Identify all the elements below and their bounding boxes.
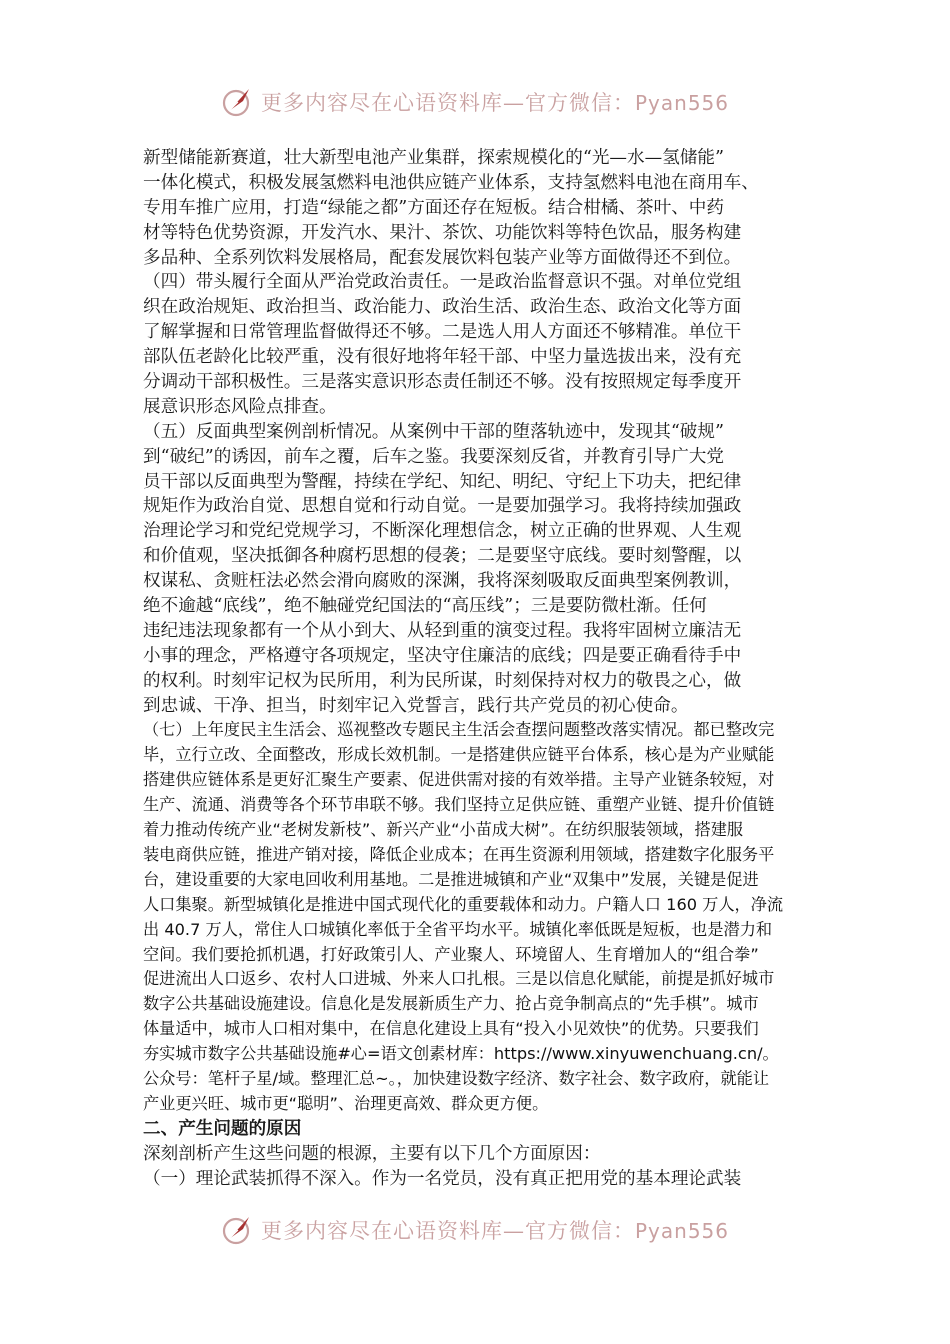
body-line: 违纪违法现象都有一个从小到大、从轻到重的演变过程。我将牢固树立廉洁无 (143, 620, 742, 641)
body-line: 到“破纪”的诱因，前车之覆，后车之鉴。我要深刻反省，并教育引导广大党 (143, 446, 724, 467)
body-line: 促进流出人口返乡、农村人口进城、外来人口扎根。三是以信息化赋能，前提是抓好城市 (143, 969, 775, 989)
body-line: 权谋私、贪赃枉法必然会滑向腐败的深渊，我将深刻吸取反面典型案例教训， (143, 571, 742, 592)
watermark-text: 更多内容尽在心语资料库—官方微信：Pyan556 (260, 1219, 729, 1243)
body-line: 搭建供应链体系是更好汇聚生产要素、促进供需对接的有效举措。主导产业链条较短，对 (143, 770, 775, 790)
body-line: 空间。我们要抢抓机遇，打好政策引人、产业聚人、环境留人、生育增加人的“组合拳” (143, 944, 759, 964)
body-line: （一）理论武装抓得不深入。作为一名党员，没有真正把用党的基本理论武装 (143, 1168, 742, 1189)
body-line: （七）上年度民主生活会、巡视整改专题民主生活会查摆问题整改落实情况。都已整改完 (143, 720, 775, 740)
body-line: 部队伍老龄化比较严重，没有很好地将年轻干部、中坚力量选拔出来，没有充 (143, 347, 742, 368)
body-line: 人口集聚。新型城镇化是推进中国式现代化的重要载体和动力。户籍人口 160 万人，净流 (143, 894, 784, 914)
body-line: 夯实城市数字公共基础设施#心=语文创素材库：https://www.xinyuwenchuang.cn/。 (143, 1044, 779, 1064)
body-line: 深刻剖析产生这些问题的根源，主要有以下几个方面原因： (143, 1143, 601, 1164)
body-line: （五）反面典型案例剖析情况。从案例中干部的堕落轨迹中，发现其“破规” (143, 421, 724, 442)
body-line: 的权利。时刻牢记权为民所用，利为民所谋，时刻保持对权力的敬畏之心，做 (143, 670, 742, 691)
body-line: 规矩作为政治自觉、思想自觉和行动自觉。一是要加强学习。我将持续加强政 (143, 496, 742, 517)
body-line: 体量适中，城市人口相对集中，在信息化建设上具有“投入小见效快”的优势。只要我们 (143, 1019, 759, 1039)
body-line: 治理论学习和党纪党规学习，不断深化理想信念，树立正确的世界观、人生观 (143, 521, 742, 542)
body-line: 专用车推广应用，打造“绿能之都”方面还存在短板。结合柑橘、茶叶、中药 (143, 197, 724, 218)
body-line: 到忠诚、干净、担当，时刻牢记入党誓言，践行共产党员的初心使命。 (143, 695, 689, 716)
body-line: 多品种、全系列饮料发展格局，配套发展饮料包装产业等方面做得还不到位。 (143, 247, 742, 268)
body-line: 分调动干部积极性。三是落实意识形态责任制还不够。没有按照规定每季度开 (143, 372, 742, 393)
body-line: 毕，立行立改、全面整改，形成长效机制。一是搭建供应链平台体系，核心是为产业赋能 (143, 745, 775, 765)
body-line: 公众号：笔杆子星/域。整理汇总~。，加快建设数字经济、数字社会、数字政府，就能让 (143, 1068, 770, 1088)
body-line: 产业更兴旺、城市更“聪明”、治理更高效、群众更方便。 (143, 1093, 549, 1113)
body-line: 展意识形态风险点排查。 (143, 396, 337, 417)
body-line: 员干部以反面典型为警醒，持续在学纪、知纪、明纪、守纪上下功夫，把纪律 (143, 471, 742, 492)
body-line: 和价值观，坚决抵御各种腐朽思想的侵袭；二是要坚守底线。要时刻警醒，以 (143, 546, 742, 567)
header-watermark-banner (0, 82, 950, 122)
body-line: 新型储能新赛道，壮大新型电池产业集群，探索规模化的“光—水—氢储能” (143, 148, 724, 168)
body-line: 台，建设重要的大家电回收利用基地。二是推进城镇和产业“双集中”发展，关键是促进 (143, 869, 759, 889)
quill-logo-icon (221, 85, 255, 119)
section-heading: 二、产生问题的原因 (143, 1117, 302, 1139)
document-body (143, 146, 811, 1191)
body-line: 材等特色优势资源，开发汽水、果汁、茶饮、功能饮料等特色饮品，服务构建 (143, 222, 742, 243)
body-line: （四）带头履行全面从严治党政治责任。一是政治监督意识不强。对单位党组 (143, 272, 742, 293)
body-line: 一体化模式，积极发展氢燃料电池供应链产业体系，支持氢燃料电池在商用车、 (143, 172, 759, 193)
body-line: 绝不逾越“底线”，绝不触碰党纪国法的“高压线”；三是要防微杜渐。任何 (143, 596, 707, 617)
body-line: 生产、流通、消费等各个环节串联不够。我们坚持立足供应链、重塑产业链、提升价值链 (143, 795, 775, 815)
watermark-text: 更多内容尽在心语资料库—官方微信：Pyan556 (260, 91, 729, 115)
quill-logo-icon (221, 1213, 255, 1247)
body-line: 着力推动传统产业“老树发新枝”、新兴产业“小苗成大树”。在纺织服装领域，搭建服 (143, 820, 744, 840)
body-line: 数字公共基础设施建设。信息化是发展新质生产力、抢占竞争制高点的“先手棋”。城市 (143, 994, 759, 1014)
body-line: 装电商供应链，推进产销对接，降低企业成本；在再生资源利用领域，搭建数字化服务平 (143, 844, 775, 864)
footer-watermark-banner (0, 1210, 950, 1250)
body-line: 出 40.7 万人，常住人口城镇化率低于全省平均水平。城镇化率低既是短板，也是潜力和 (143, 919, 773, 939)
body-line: 了解掌握和日常管理监督做得还不够。二是选人用人方面还不够精准。单位干 (143, 322, 742, 343)
body-line: 小事的理念，严格遵守各项规定，坚决守住廉洁的底线；四是要正确看待手中 (143, 645, 742, 666)
body-line: 织在政治规矩、政治担当、政治能力、政治生活、政治生态、政治文化等方面 (143, 297, 742, 318)
